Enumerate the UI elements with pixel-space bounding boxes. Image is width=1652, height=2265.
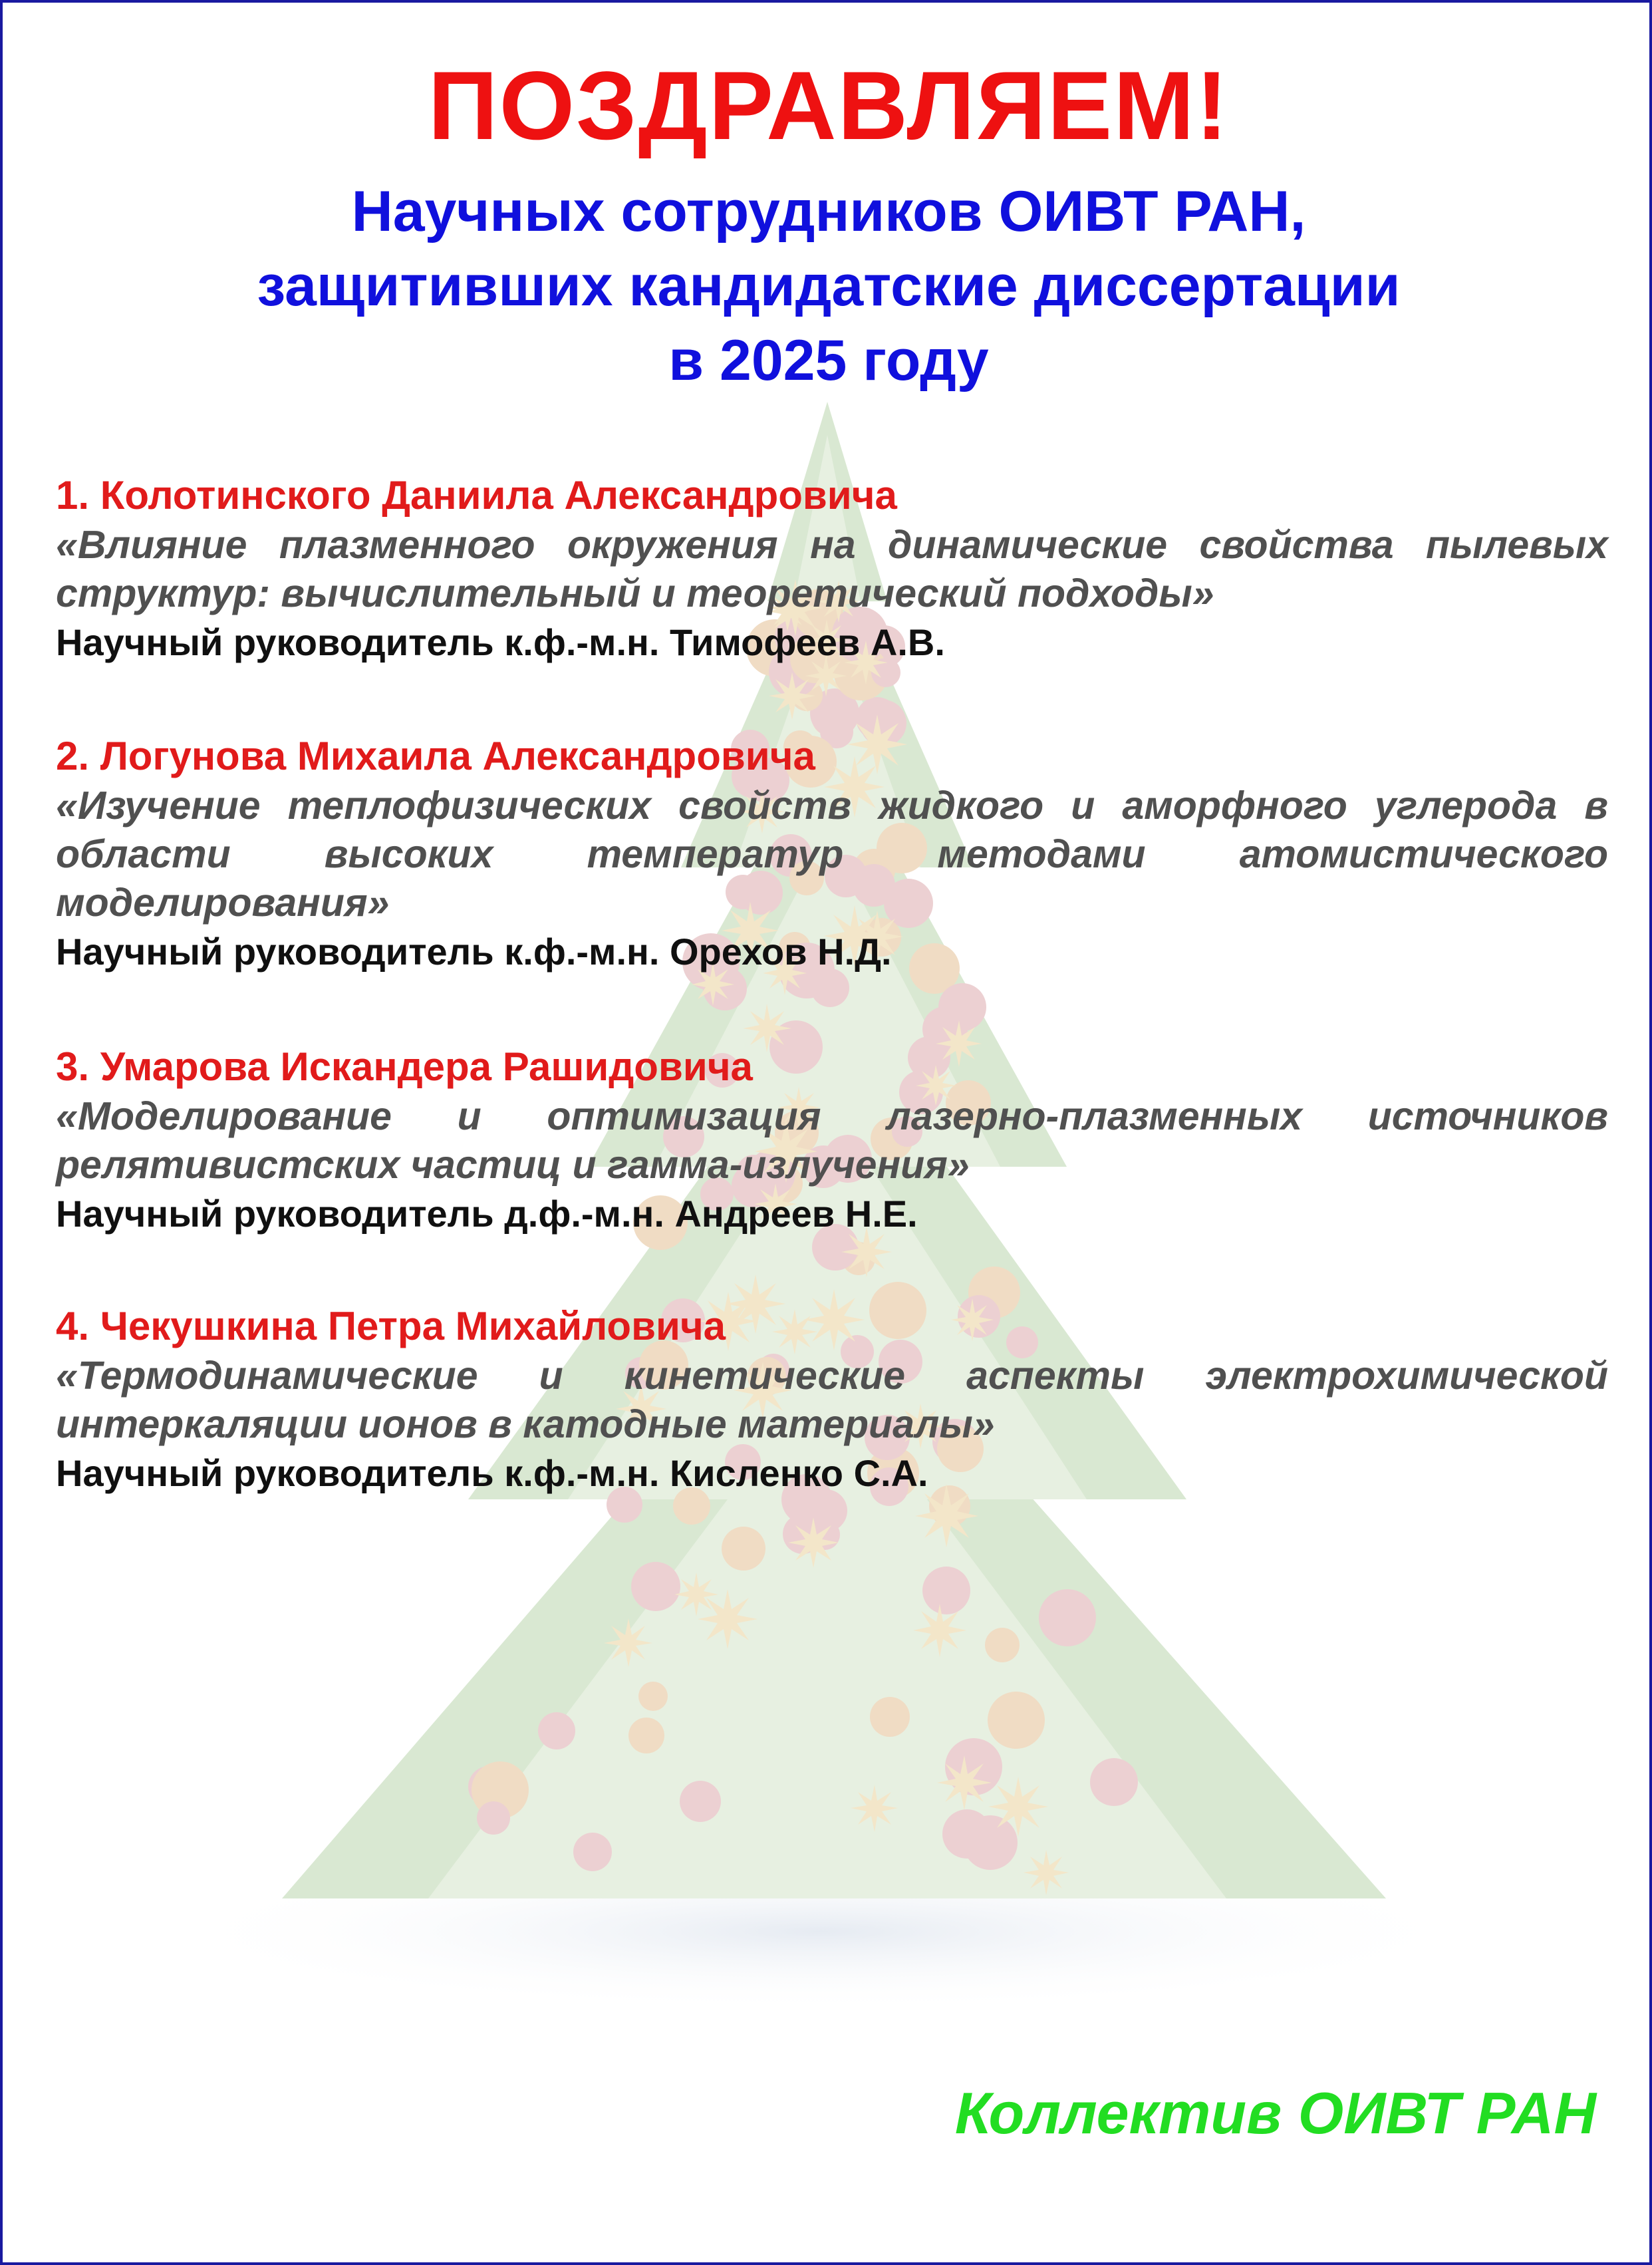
dissertation-entry <box>56 1301 1608 1498</box>
subtitle-line: защитивших кандидатские диссертации <box>257 254 1401 318</box>
signature: Коллектив ОИВТ РАН <box>954 2080 1596 2146</box>
headline: ПОЗДРАВЛЯЕМ! <box>428 51 1230 160</box>
subtitle-line: Научных сотрудников ОИВТ РАН, <box>351 180 1306 243</box>
entry-thesis: «Термодинамические и кинетические аспекты электрохимической интеркаляции ионов в катодные материалы» <box>56 1354 1608 1446</box>
dissertation-entry <box>56 1042 1608 1239</box>
entry-supervisor: Научный руководитель к.ф.-м.н. Кисленко С.А. <box>56 1452 928 1494</box>
entry-thesis: «Влияние плазменного окружения на динамические свойства пылевых структур: вычислительный и теоретический подходы» <box>56 523 1608 615</box>
entry-supervisor: Научный руководитель д.ф.-м.н. Андреев Н.Е. <box>56 1193 918 1235</box>
entry-name: 4. Чекушкина Петра Михайловича <box>56 1304 726 1348</box>
entry-thesis: «Моделирование и оптимизация лазерно-плазменных источников релятивистских частиц и гамма-излучения» <box>56 1094 1608 1187</box>
dissertation-entry <box>56 470 1608 667</box>
dissertation-entry <box>56 731 1608 977</box>
entry-name: 2. Логунова Михаила Александровича <box>56 734 815 778</box>
entry-thesis: «Изучение теплофизических свойств жидкого и аморфного углерода в области высоких температур методами атомистического моделирования» <box>56 784 1608 925</box>
subtitle <box>3 174 1652 398</box>
entry-name: 1. Колотинского Даниила Александровича <box>56 473 897 518</box>
subtitle-line: в 2025 году <box>668 329 989 392</box>
entry-supervisor: Научный руководитель к.ф.-м.н. Тимофеев А.В. <box>56 621 945 663</box>
entry-supervisor: Научный руководитель к.ф.-м.н. Орехов Н.Д. <box>56 931 892 973</box>
entry-name: 3. Умарова Искандера Рашидовича <box>56 1044 753 1089</box>
